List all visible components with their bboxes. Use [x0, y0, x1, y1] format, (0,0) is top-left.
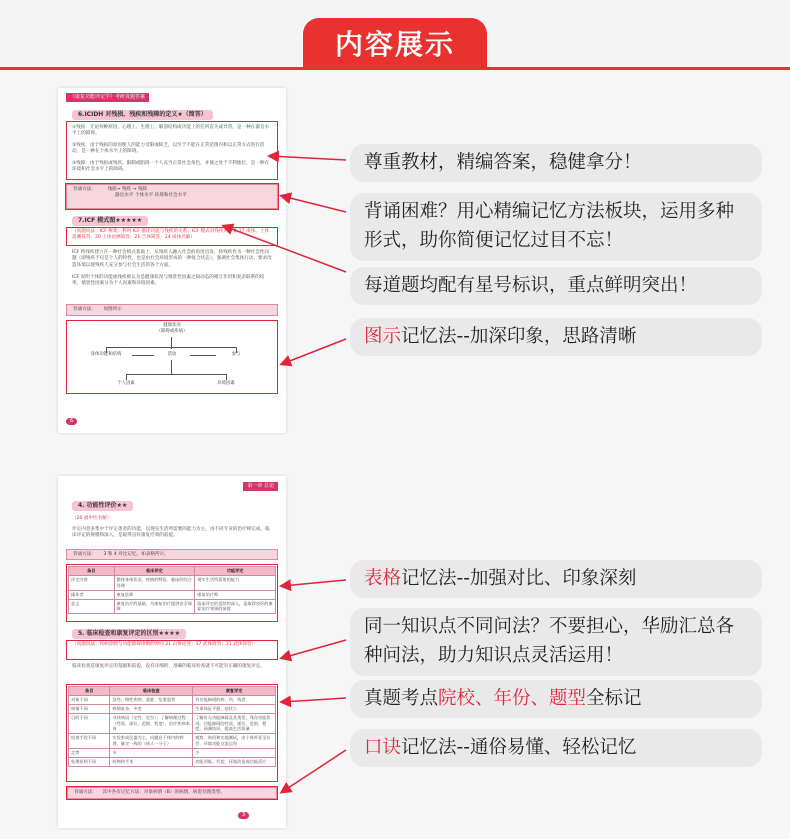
tip-content: 残损→ 残疾 → 残障 — [107, 187, 148, 192]
diagram-node-body: 身体功能和结构 — [90, 352, 122, 357]
table-cell: 操作者 — [69, 590, 115, 599]
table-cell: 对象不同 — [69, 695, 110, 704]
feature-callout — [350, 267, 762, 305]
feature-callout — [350, 144, 762, 182]
feature-callout — [350, 560, 762, 598]
question-title-6: 6.ICIDH 对残损、残疾和残障的定义★（简答） — [72, 110, 213, 120]
table-cell: 康复医师 — [114, 590, 195, 599]
tip-content: 3 和 4 对比记忆，如表格所示。 — [103, 552, 169, 557]
table-cell: 少 — [193, 749, 276, 758]
callout-text: 每道题均配有星号标识，重点鲜明突出！ — [364, 274, 698, 296]
feature-callout — [350, 193, 762, 261]
table-cell: 有功能障碍的病、伤、残者 — [193, 695, 276, 704]
running-head: 第一章 总论 — [243, 482, 278, 491]
table-cell: 生命体征平稳，症状小 — [193, 704, 276, 713]
table-cell: 多 — [110, 749, 193, 758]
feature-callout — [350, 318, 762, 356]
tip-content: 如图所示 — [103, 307, 122, 312]
tip-label: 背诵方法： — [73, 552, 96, 557]
table-header: 临床检查 — [110, 687, 193, 696]
diagram-node-participation: 参与 — [231, 352, 241, 357]
table-cell: 观察、询问和实地测试，由个体外延至社会、环境功能交流运用 — [193, 734, 276, 749]
callout-text: 尊重教材，精编答案，稳健拿分！ — [364, 151, 642, 173]
tip-label: 背诵方法： — [73, 307, 96, 312]
question-variants: （真题问法：疾病诊断与功能障碍诊断的异同 21 山体论述；17 武体简答；21 武体简答） — [72, 642, 257, 647]
callout-text: 记忆法--通俗易懂、轻松记忆 — [401, 736, 637, 758]
tip-label: 背诵方法： — [73, 187, 96, 192]
answer-paragraph: ICF 说明个体的功能或残疾被认为是健康状况与情景性因素之间动态的相互作用和复杂联系的结果，情景性因素分为个人因素和环境因素。 — [72, 275, 265, 287]
diagram-node-activity: 活动 — [167, 352, 177, 357]
page-number: 6 — [66, 418, 77, 425]
question-title-5: 5. 临床检查和康复评定的区别★★★★ — [72, 629, 186, 639]
callout-text: 背诵困难？用心精编记忆方法板块，运用多种形式，助你简便记忆过目不忘！ — [364, 201, 735, 251]
table-cell: 整体身体状况、疾病的特征、临床的综合处理 — [114, 575, 195, 590]
running-head: 《康复功能评定学》考研真题答案 — [66, 93, 149, 102]
question-title-4: 4. 功能性评价★★ — [72, 501, 133, 511]
table-cell: 处理原则不同 — [69, 757, 110, 766]
table-cell: 实验室或仪器为主，问题自于体内的病理，量定一致的（病人一分子） — [110, 734, 193, 749]
table-cell: 了解有无功能障碍及其类型，残存功能状况，功能障碍的性质、部位、范围、程度，预测结局，提高生活质量 — [193, 713, 276, 734]
diagram-node-personal: 个人因素 — [117, 381, 135, 386]
feature-callout — [350, 680, 762, 718]
table-header: 康复评定 — [193, 687, 276, 696]
answer-paragraph: 评定内容多集中于评定患者的功能，以现实生活所需要的能力为主，由不同专业的治疗师完成，临床评定的规模和深入，是取得良好康复疗效的前提。 — [72, 527, 270, 539]
table-cell: 意义 — [69, 599, 115, 614]
callout-text: 真题考点 — [364, 687, 439, 709]
callout-highlight: 表格 — [364, 567, 402, 589]
question-title-7: 7.ICF 模式图★★★★★ — [72, 216, 148, 226]
answer-paragraph: 临床检查是康复评定的基础和前提，没有详细的、准确的临床检查就不可能有正确的康复评定。 — [72, 664, 265, 669]
question-variants: （真题问法：ICF 框架；利用 ICF 描述功能与残疾的关系；ICF 模式对残疾的分类 17 南体、上体追溯简答；20 上体论溯简答；21 吉体简答；24 成体名解） — [72, 229, 270, 241]
table-cell: 目的不同 — [69, 713, 110, 734]
answer-paragraph: ①残损：无论何种原因，心理上、生理上、解剖结构或功能上的任何丧失或异常，是一种在器官水平上的障碍。 — [72, 125, 270, 137]
callout-highlight: 图示 — [364, 325, 402, 347]
table-header: 功能评定 — [195, 567, 276, 576]
tip-content: 其中各有记忆方法：对象病情（B）的病情，病患处理类型。 — [102, 790, 226, 795]
table-cell: 病情复杂、多变 — [110, 704, 193, 713]
table-header: 条目 — [69, 687, 110, 696]
table-cell: 康复治疗的基础，为康复治疗提供安全保障 — [114, 599, 195, 614]
table-cell: 康复治疗师 — [195, 590, 276, 599]
answer-paragraph: ③残障：由于残损或残疾，限制或阻碍一个人充当正常社会角色，并使之处于不利地位，是一种在环境和社会水平上的障碍。 — [72, 161, 270, 173]
table-cell: 走势 — [69, 749, 110, 758]
answer-paragraph: ICF 将残疾建立在一种社会模式基础上，从残疾人融入社会的角度出发，将残疾作为一种社会性问题（即残疾不仅是个人的特性，也是由社会环境形成的一种复合状态），强调社会集体行动，要求改造环境以使残疾人充分参与社会生活的各个方面。 — [72, 250, 272, 268]
diagram-node-environment: 环境因素 — [217, 381, 235, 386]
table-cell: 功能训练、代偿、环境改造或功能适应 — [193, 757, 276, 766]
section-title: 内容展示 — [303, 18, 487, 68]
callout-highlight: 口诀 — [364, 736, 402, 758]
callout-text: 记忆法--加深印象，思路清晰 — [401, 325, 637, 347]
table-header: 临床评定 — [114, 567, 195, 576]
tip-content: 器官水平 个体水平 环境和社会水平 — [115, 193, 187, 199]
callout-text: 记忆法--加强对比、印象深刻 — [401, 567, 637, 589]
table-cell: 评定内容 — [69, 575, 115, 590]
diagram-node-health: 健康状况 （障碍或疾病） — [156, 323, 188, 335]
question-variants: （20 福中医名解） — [72, 516, 112, 521]
table-cell: 现实生活所需要的能力 — [195, 575, 276, 590]
callout-highlight: 院校、年份、题型 — [438, 687, 587, 709]
page-number: 3 — [238, 812, 249, 819]
table-header: 条目 — [69, 567, 115, 576]
table-cell: 临床评定的延续和深入，是取得良好的康复治疗效果的前提 — [195, 599, 276, 614]
feature-callout — [350, 729, 762, 767]
table-cell: 检查手段不同 — [69, 734, 110, 749]
tip-label: 背诵方法： — [74, 790, 97, 795]
table-cell: 急性、慢性疾病、重症、危重患者 — [110, 695, 193, 704]
table-cell: 病情不同 — [69, 704, 110, 713]
feature-callout — [350, 608, 762, 676]
table-cell: 药物和手术 — [110, 757, 193, 766]
table-cell: 寻找病因（定性、定位），了解病理过程（性质、部位、范围、程度），治疗疾病本身 — [110, 713, 193, 734]
callout-text: 全标记 — [586, 687, 642, 709]
answer-paragraph: ②残疾：由于残损的原因使人的能力受限或缺乏，以至于不能在正常范围内和以正常方式进行活动，是一种在个体水平上的障碍。 — [72, 143, 265, 155]
callout-text: 同一知识点不同问法？不要担心，华励汇总各种问法，助力知识点灵活运用！ — [364, 616, 735, 666]
